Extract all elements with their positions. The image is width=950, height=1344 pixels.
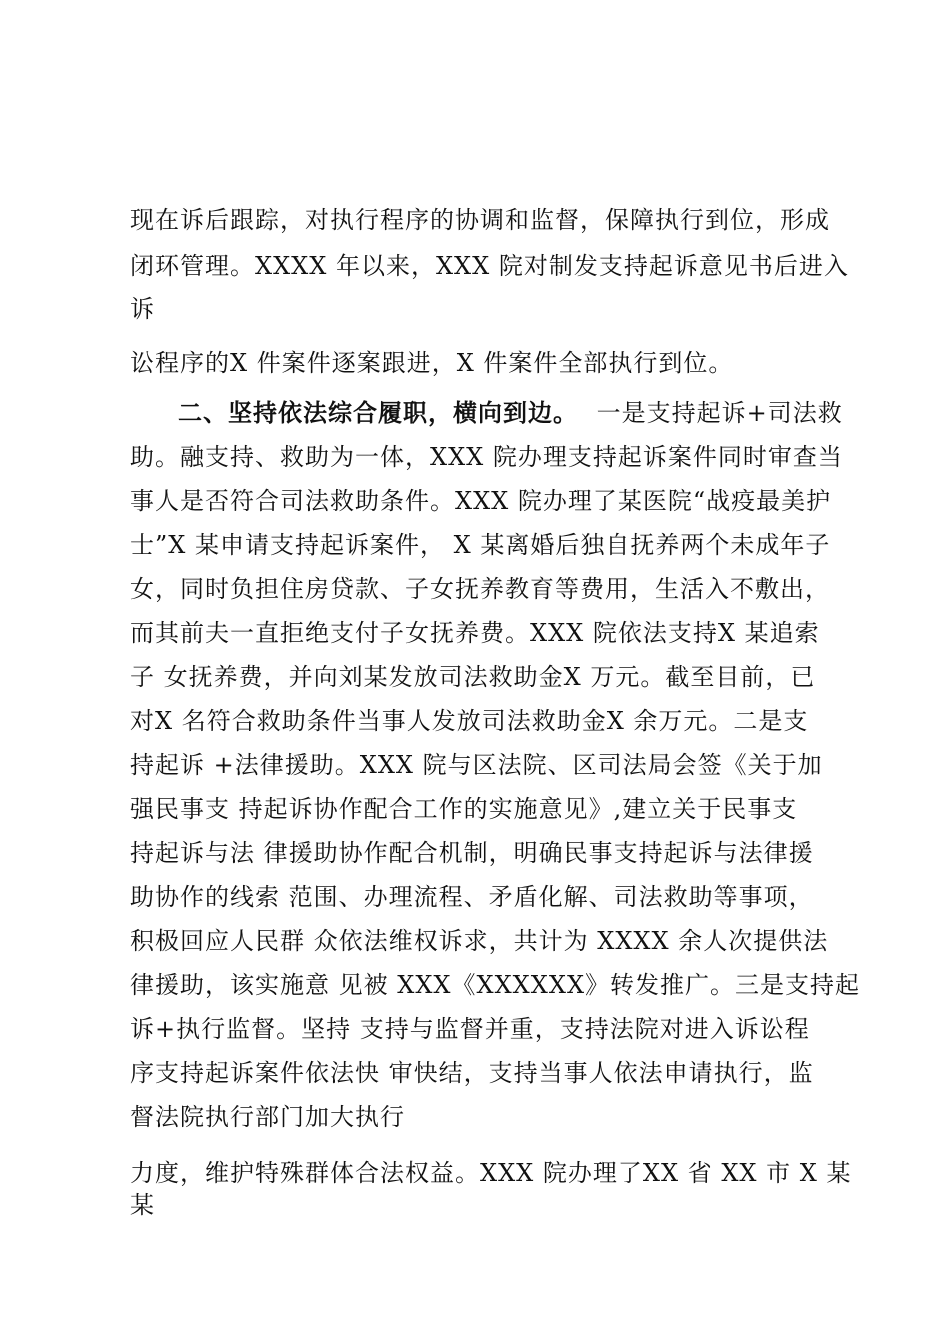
text-line: 讼程序的X 件案件逐案跟进，X 件案件全部执行到位。	[130, 349, 734, 377]
text-line: 士”X 某申请支持起诉案件， X 某离婚后独自抚养两个未成年子	[130, 531, 831, 559]
text-line: 闭环管理。XXXX 年以来，XXX 院对制发支持起诉意见书后进入	[130, 252, 849, 280]
text-line: 子 女抚养费，并向刘某发放司法救助金X 万元。截至目前，已	[130, 663, 816, 691]
text-line: 现在诉后跟踪，对执行程序的协调和监督，保障执行到位，形成	[130, 206, 830, 234]
text-line: 诉	[130, 295, 155, 323]
text-line: 积极回应人民群 众依法维权诉求，共计为 XXXX 余人次提供法	[130, 927, 829, 955]
text-line: 持起诉与法 律援助协作配合机制，明确民事支持起诉与法律援	[130, 839, 814, 867]
text-line: 律援助，该实施意 见被 XXX《XXXXXX》转发推广。三是支持起	[130, 971, 861, 999]
text-line: 助。融支持、救助为一体，XXX 院办理支持起诉案件同时审查当	[130, 443, 843, 471]
section-heading: 二、坚持依法综合履职，横向到边。	[178, 398, 578, 427]
text-line: 持起诉 +法律援助。XXX 院与区法院、区司法局会签《关于加	[130, 751, 823, 779]
text-line: 某	[130, 1191, 155, 1219]
text-line: 力度，维护特殊群体合法权益。XXX 院办理了XX 省 XX 市 X 某	[130, 1159, 852, 1187]
text-line: 而其前夫一直拒绝支付子女抚养费。XXX 院依法支持X 某追索	[130, 619, 820, 647]
text-line: 助协作的线索 范围、办理流程、矛盾化解、司法救助等事项，	[130, 883, 814, 911]
text-line: 女，同时负担住房贷款、子女抚养教育等费用，生活入不敷出，	[130, 575, 830, 603]
text-line: 诉+执行监督。坚持 支持与监督并重，支持法院对进入诉讼程	[130, 1015, 810, 1043]
text-line: 事人是否符合司法救助条件。XXX 院办理了某医院“战疫最美护	[130, 487, 832, 515]
text-line: 强民事支 持起诉协作配合工作的实施意见》,建立关于民事支	[130, 795, 798, 823]
section-paragraph-start	[178, 396, 843, 430]
text-line: 对X 名符合救助条件当事人发放司法救助金X 余万元。二是支	[130, 707, 809, 735]
text-fragment: 一是支持起诉+司法救	[596, 399, 843, 427]
text-line: 督法院执行部门加大执行	[130, 1103, 405, 1131]
text-line: 序支持起诉案件依法快 审快结，支持当事人依法申请执行，监	[130, 1059, 814, 1087]
